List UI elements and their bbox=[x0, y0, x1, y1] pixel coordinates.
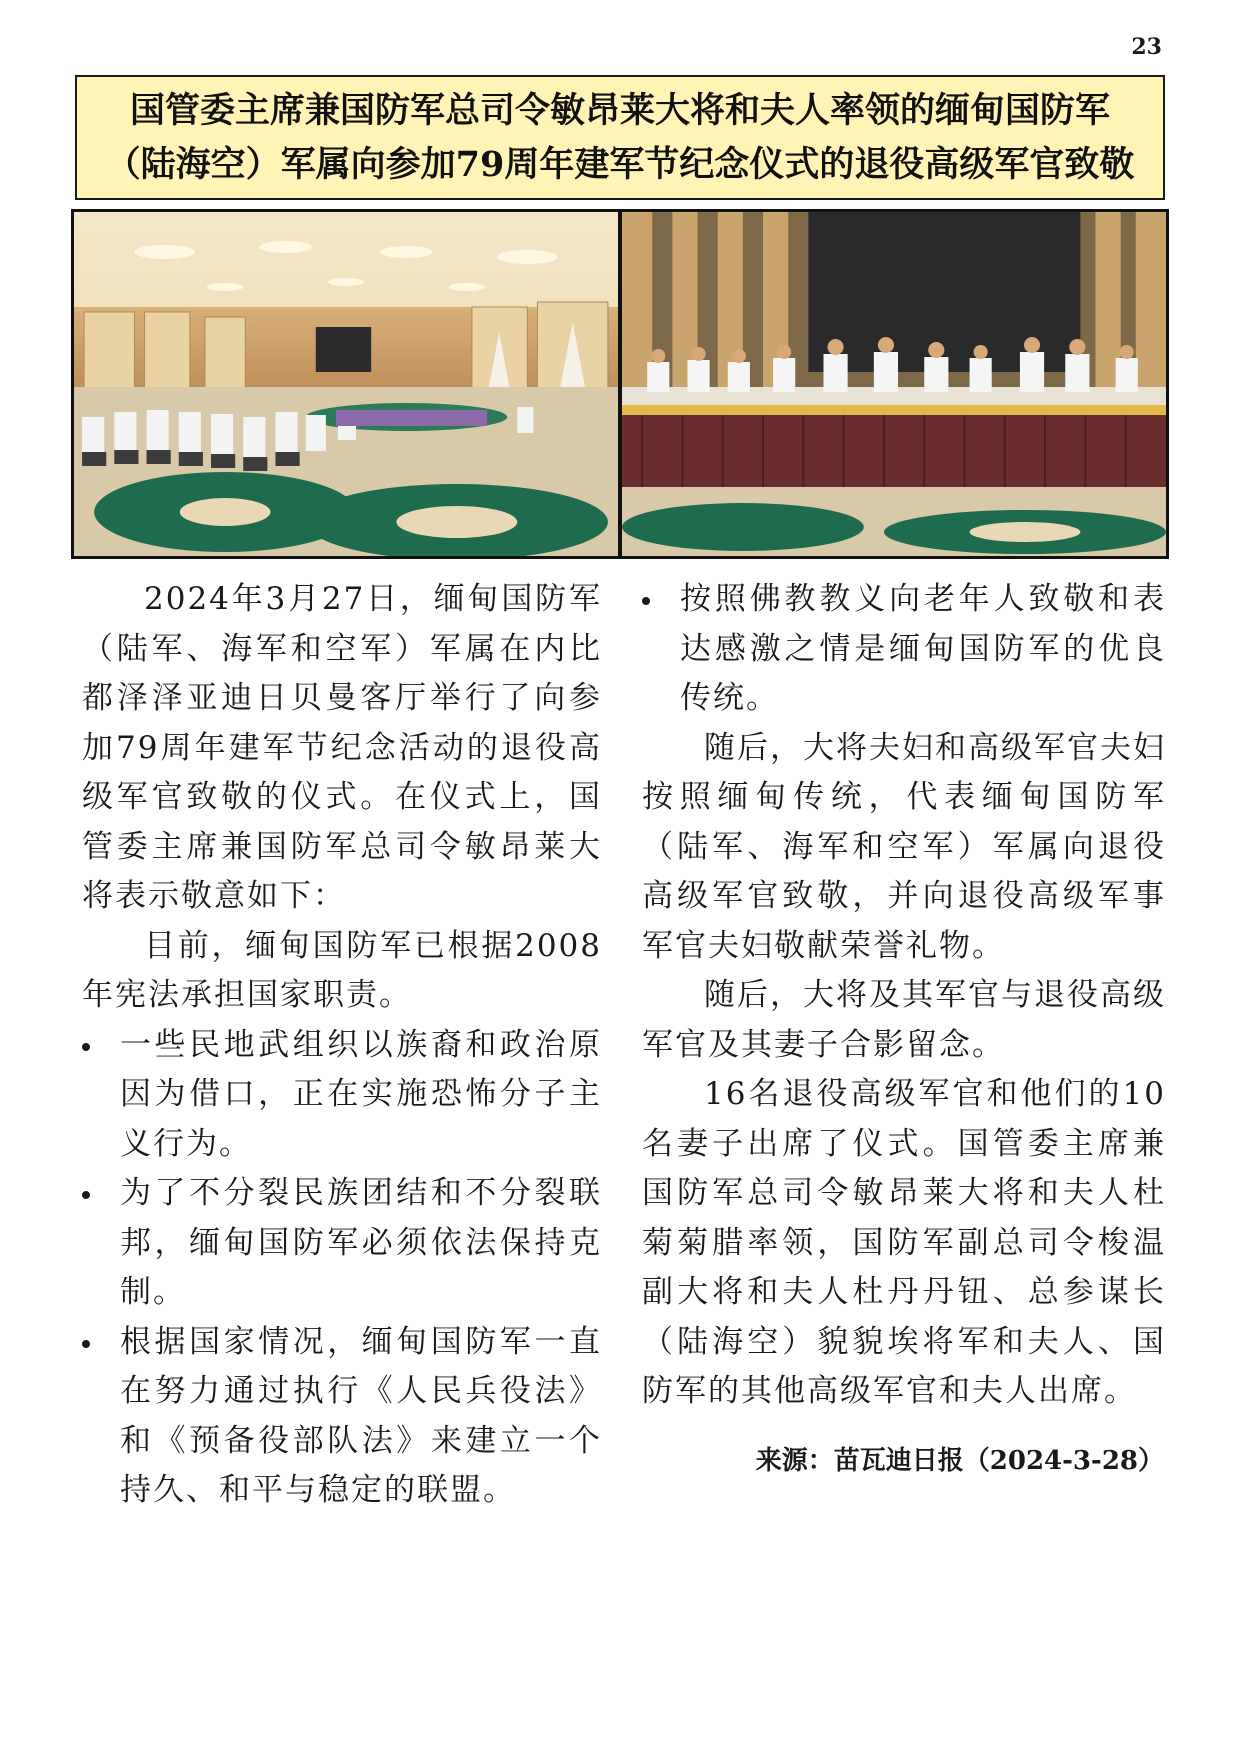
article-paragraph: 目前，缅甸国防军已根据2008年宪法承担国家职责。 bbox=[82, 927, 602, 1013]
stage-guests-seated-photo-icon bbox=[622, 212, 1166, 556]
ceremony-hall-kneeling-photo-icon bbox=[74, 212, 618, 556]
page-number: 23 bbox=[1131, 34, 1162, 60]
headline-line-2: （陆海空）军属向参加79周年建军节纪念仪式的退役高级军官致敬 bbox=[105, 143, 1135, 185]
headline-line-1: 国管委主席兼国防军总司令敏昂莱大将和夫人率领的缅甸国防军 bbox=[129, 89, 1110, 131]
stage-guests-photo bbox=[622, 212, 1166, 556]
article-paragraph: 2024年3月27日，缅甸国防军（陆军、海军和空军）军属在内比都泽泽亚迪日贝曼客厅举行了向参加79周年建军节纪念活动的退役高级军官致敬的仪式。在仪式上，国管委主席兼国防军总司令敏昂莱大将表示敬意如下： bbox=[82, 581, 602, 914]
source-credit: 来源：苗瓦迪日报（2024-3-28） bbox=[755, 1446, 1164, 1476]
bullet-item: 一些民地武组织以族裔和政治原因为借口，正在实施恐怖分子主义行为。 bbox=[82, 1021, 602, 1170]
article-paragraph: 16名退役高级军官和他们的10名妻子出席了仪式。国管委主席兼国防军总司令敏昂莱大将和夫人杜菊菊腊率领，国防军副总司令梭温副大将和夫人杜丹丹钮、总参谋长（陆海空）貌貌埃将军和夫人、国防军的其他高级军官和夫人出席。 bbox=[642, 1076, 1166, 1409]
photo-strip bbox=[71, 209, 1169, 559]
article-paragraph: 随后，大将及其军官与退役高级军官及其妻子合影留念。 bbox=[642, 977, 1166, 1063]
ceremony-hall-photo bbox=[74, 212, 618, 556]
bullet-item: 根据国家情况，缅甸国防军一直在努力通过执行《人民兵役法》和《预备役部队法》来建立一个持久、和平与稳定的联盟。 bbox=[82, 1318, 602, 1516]
article-column-right bbox=[642, 575, 1166, 1417]
article-paragraph: 随后，大将夫妇和高级军官夫妇按照缅甸传统，代表缅甸国防军（陆军、海军和空军）军属向退役高级军官致敬，并向退役高级军事军官夫妇敬献荣誉礼物。 bbox=[642, 729, 1166, 964]
article-column-left bbox=[82, 575, 602, 1516]
bullet-item: 为了不分裂民族团结和不分裂联邦，缅甸国防军必须依法保持克制。 bbox=[82, 1169, 602, 1318]
headline-box bbox=[75, 75, 1165, 200]
bullet-item: 按照佛教教义向老年人致敬和表达感激之情是缅甸国防军的优良传统。 bbox=[642, 575, 1166, 724]
